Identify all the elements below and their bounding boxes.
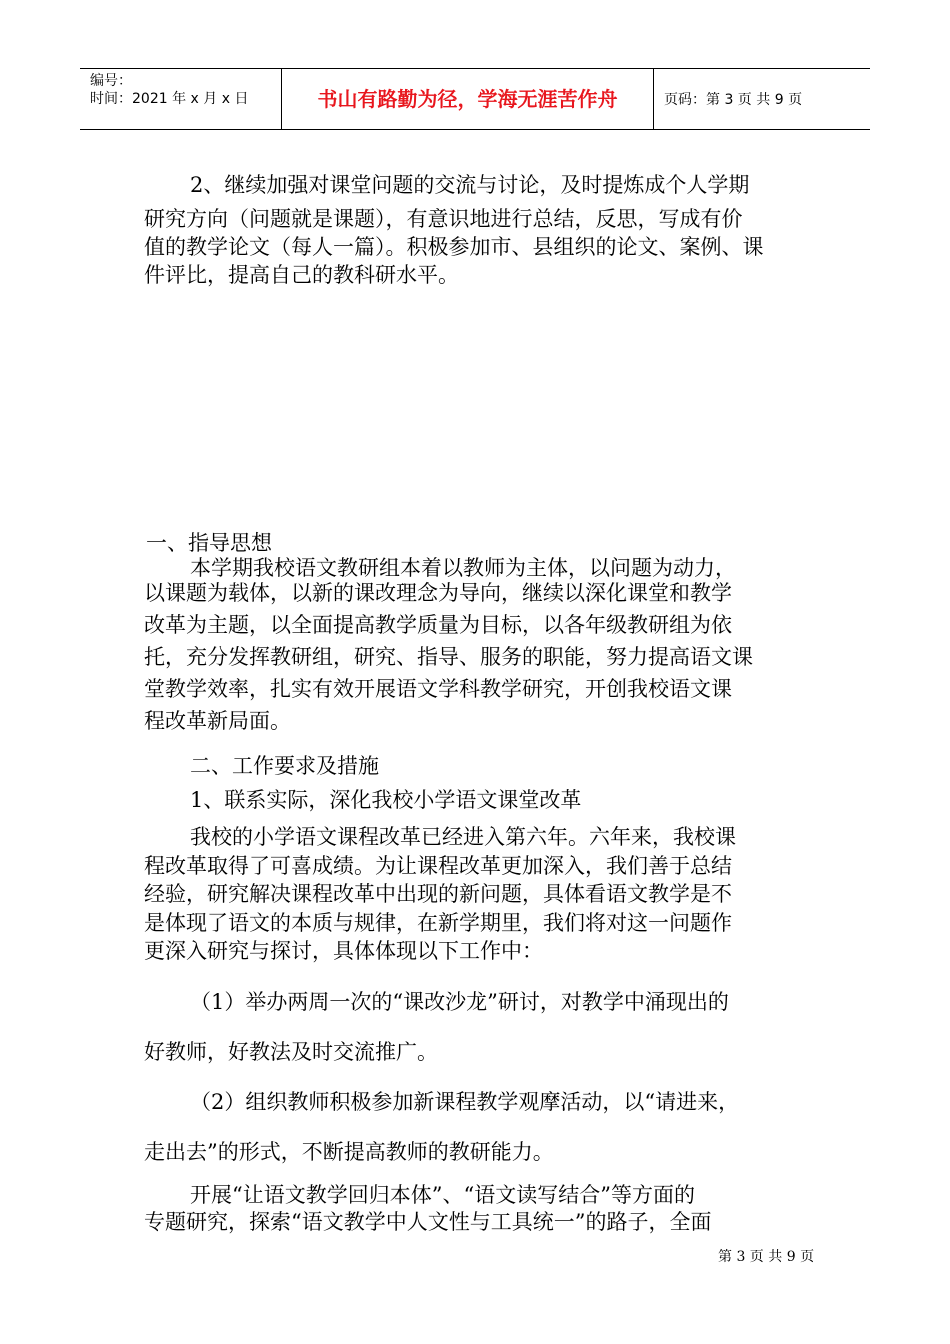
motto-text: 书山有路勤为径，学海无涯苦作舟 [317,87,618,111]
paragraph-line: 我校的小学语文课程改革已经进入第六年。六年来，我校课 [190,825,736,849]
paragraph-line: 研究方向（问题就是课题），有意识地进行总结，反思，写成有价 [144,207,743,231]
number-label: 编号： [90,73,132,89]
paragraph-line: 本学期我校语文教研组本着以教师为主体，以问题为动力， [190,556,736,580]
paragraph-line: 以课题为载体，以新的课改理念为导向，继续以深化课堂和教学 [144,581,732,605]
paragraph-line: 值的教学论文（每人一篇）。积极参加市、县组织的论文、案例、课 [144,235,764,259]
time-label: 时间：2021 年 x 月 x 日 [90,91,249,107]
paragraph-line: 是体现了语文的本质与规律，在新学期里，我们将对这一问题作 [144,911,732,935]
header-info-cell [80,69,282,129]
paragraph-line: 专题研究，探索“语文教学中人文性与工具统一”的路子，全面 [144,1210,712,1234]
list-item-line: 走出去”的形式，不断提高教师的教研能力。 [144,1140,554,1164]
paragraph-line: 改革为主题，以全面提高教学质量为目标，以各年级教研组为依 [144,613,732,637]
header-page-cell [654,69,870,129]
paragraph-line: 经验，研究解决课程改革中出现的新问题，具体看语文教学是不 [144,882,732,906]
list-item-line: （1）举办两周一次的“课改沙龙”研讨，对教学中涌现出的 [190,990,729,1014]
section-heading: 一、指导思想 [146,531,272,555]
paragraph-line: 托，充分发挥教研组，研究、指导、服务的职能，努力提高语文课 [144,645,753,669]
section-heading: 二、工作要求及措施 [190,754,379,778]
document-header [80,68,870,130]
header-motto-cell [282,69,654,129]
paragraph-line: 开展“让语文教学回归本体”、“语文读写结合”等方面的 [190,1183,695,1207]
paragraph-line: 更深入研究与探讨，具体体现以下工作中： [144,939,543,963]
list-item-line: （2）组织教师积极参加新课程教学观摩活动，以“请进来， [190,1090,740,1114]
paragraph-line: 件评比，提高自己的教科研水平。 [144,263,459,287]
paragraph-line: 堂教学效率，扎实有效开展语文学科教学研究，开创我校语文课 [144,677,732,701]
paragraph-line: 程改革新局面。 [144,709,291,733]
paragraph-line: 程改革取得了可喜成绩。为让课程改革更加深入，我们善于总结 [144,854,732,878]
paragraph-line: 2、继续加强对课堂问题的交流与讨论，及时提炼成个人学期 [190,173,750,197]
header-page-info: 页码：第 3 页 共 9 页 [664,92,803,108]
footer-page-info: 第 3 页 共 9 页 [718,1249,815,1265]
list-item-line: 好教师，好教法及时交流推广。 [144,1040,438,1064]
subsection-heading: 1、联系实际，深化我校小学语文课堂改革 [190,788,582,812]
